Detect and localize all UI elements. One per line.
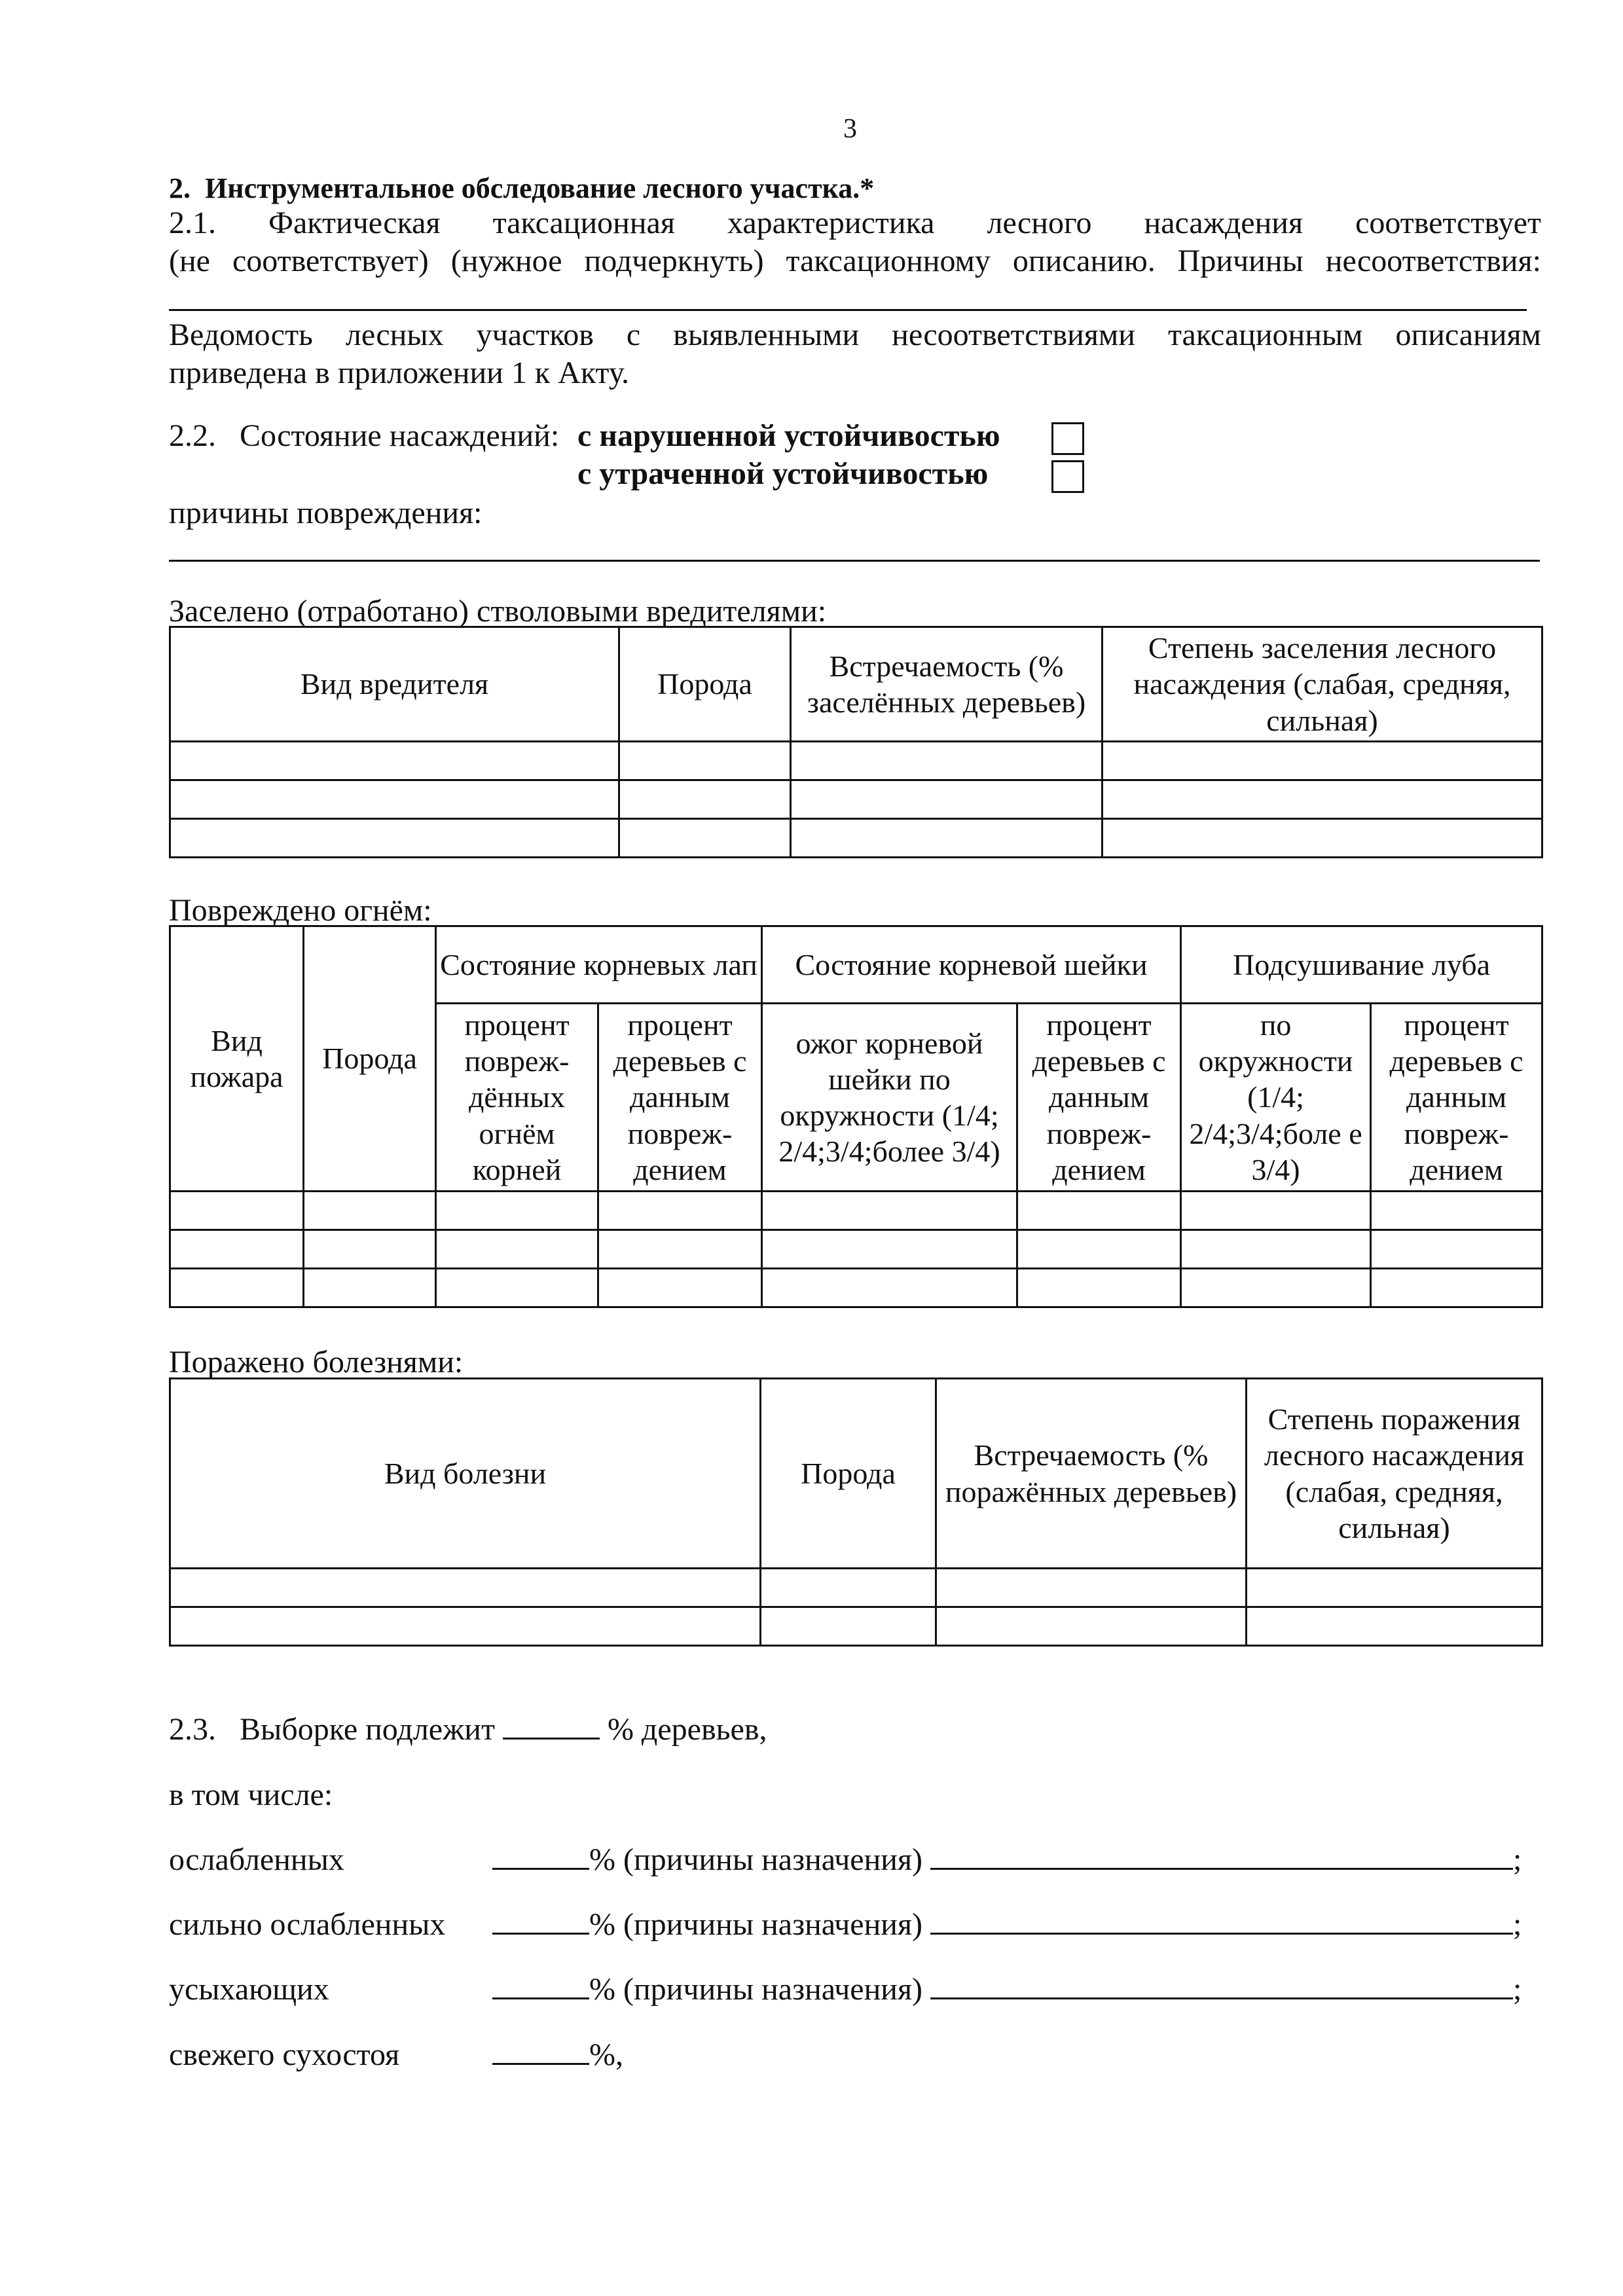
damage-causes-label: причины повреждения: <box>169 496 483 530</box>
subheader-trees-percent: процент деревьев с данным повреж-дением <box>1371 1004 1542 1192</box>
table-cell[interactable] <box>1103 819 1542 858</box>
table-cell[interactable] <box>791 819 1103 858</box>
word: таксационному <box>786 244 991 278</box>
table-cell[interactable] <box>598 1230 762 1269</box>
header-species: Порода <box>619 627 791 742</box>
drying-percent-field[interactable] <box>492 1971 589 1999</box>
strongly-weakened-row <box>492 1906 1522 1944</box>
drying-suffix: % (причины назначения) <box>589 1972 923 2007</box>
header-damage-degree: Степень поражения лесного насаждения (слабая, средняя, сильная) <box>1247 1379 1542 1569</box>
p22-number: 2.2. <box>169 418 216 453</box>
option-disturbed-label: с нарушенной устойчивостью <box>577 418 1000 453</box>
word: характеристика <box>727 206 935 240</box>
header-fire-type: Вид пожара <box>170 926 304 1192</box>
table-row <box>170 1607 1542 1646</box>
table-cell[interactable] <box>1017 1230 1181 1269</box>
header-species: Порода <box>304 926 436 1192</box>
header-occurrence: Встречаемость (% заселённых деревьев) <box>791 627 1103 742</box>
table-cell[interactable] <box>1371 1269 1542 1307</box>
table-cell[interactable] <box>1247 1607 1542 1646</box>
table-cell[interactable] <box>1371 1230 1542 1269</box>
table-row <box>170 819 1542 858</box>
word: (не <box>169 244 210 278</box>
fresh-deadwood-label: свежего сухостоя <box>169 2037 400 2072</box>
table-header-row <box>170 926 1542 1004</box>
word: таксационная <box>492 206 675 240</box>
table-cell[interactable] <box>170 1192 304 1230</box>
word: несоответствия: <box>1325 244 1541 278</box>
table-cell[interactable] <box>619 780 791 819</box>
table-cell[interactable] <box>1181 1269 1371 1307</box>
table-cell[interactable] <box>762 1230 1017 1269</box>
table-cell[interactable] <box>170 1607 761 1646</box>
table-cell[interactable] <box>936 1569 1247 1607</box>
header-collar-state: Состояние корневой шейки <box>762 926 1181 1004</box>
table-cell[interactable] <box>436 1230 598 1269</box>
word: Ведомость <box>169 318 313 352</box>
p22-text: Состояние насаждений: <box>240 418 560 453</box>
table-cell[interactable] <box>304 1230 436 1269</box>
subheader-collar-burn: ожог корневой шейки по окружности (1/4; 2/4;3/4;более 3/4) <box>762 1004 1017 1192</box>
table-cell[interactable] <box>598 1269 762 1307</box>
word: выявленными <box>673 318 860 352</box>
weakened-label: ослабленных <box>169 1842 344 1877</box>
word: описаниям <box>1395 318 1541 352</box>
table-row <box>170 1230 1542 1269</box>
word: подчеркнуть) <box>584 244 764 278</box>
table-cell[interactable] <box>791 780 1103 819</box>
word: несоответствиями <box>892 318 1135 352</box>
table-cell[interactable] <box>619 742 791 780</box>
table-cell[interactable] <box>170 742 619 780</box>
table-cell[interactable] <box>761 1569 936 1607</box>
pests-table <box>169 626 1543 858</box>
table-cell[interactable] <box>1103 780 1542 819</box>
word: описанию. <box>1012 244 1156 278</box>
word: (нужное <box>450 244 562 278</box>
p23-text-after: % деревьев, <box>607 1712 767 1747</box>
header-pest-type: Вид вредителя <box>170 627 619 742</box>
vedomost-line-1 <box>169 316 1541 354</box>
weakened-percent-field[interactable] <box>492 1842 589 1870</box>
word: лесных <box>345 318 444 352</box>
section-number: 2. <box>169 172 191 204</box>
section-title: Инструментальное обследование лесного участка.* <box>205 172 875 204</box>
header-infestation-degree: Степень заселения лесного насаждения (слабая, средняя, сильная) <box>1103 627 1542 742</box>
word: соответствует) <box>232 244 429 278</box>
table-header-row <box>170 627 1542 742</box>
subheader-circumference: по окружности (1/4; 2/4;3/4;боле е 3/4) <box>1181 1004 1371 1192</box>
row-end-semicolon: ; <box>1513 1842 1522 1877</box>
word: с <box>626 318 641 352</box>
table-cell[interactable] <box>1181 1230 1371 1269</box>
table-cell[interactable] <box>304 1269 436 1307</box>
lost-stability-checkbox[interactable] <box>1051 460 1084 493</box>
fresh-deadwood-suffix: %, <box>589 2037 623 2072</box>
vedomost-line-2: приведена в приложении 1 к Акту. <box>169 355 630 390</box>
table-cell[interactable] <box>1371 1192 1542 1230</box>
table-cell[interactable] <box>762 1192 1017 1230</box>
disease-caption: Поражено болезнями: <box>169 1345 464 1379</box>
word: соответствует <box>1355 206 1541 240</box>
subheader-trees-percent: процент деревьев с данным повреж-дением <box>598 1004 762 1192</box>
p22-label <box>169 417 559 455</box>
word: Фактическая <box>268 206 441 240</box>
strongly-weakened-reason-field[interactable] <box>930 1906 1513 1935</box>
table-cell[interactable] <box>1103 742 1542 780</box>
section-2-heading <box>169 172 874 206</box>
table-cell[interactable] <box>170 819 619 858</box>
damage-causes-fill-line[interactable] <box>169 560 1540 562</box>
header-species: Порода <box>761 1379 936 1569</box>
table-cell[interactable] <box>170 780 619 819</box>
table-cell[interactable] <box>936 1607 1247 1646</box>
subheader-burned-roots: процент повреж-дённых огнём корней <box>436 1004 598 1192</box>
disturbed-stability-checkbox[interactable] <box>1051 422 1084 455</box>
table-cell[interactable] <box>436 1192 598 1230</box>
p23-text: Выборке подлежит <box>240 1712 495 1747</box>
table-cell[interactable] <box>436 1269 598 1307</box>
table-row <box>170 1569 1542 1607</box>
header-bast-drying: Подсушивание луба <box>1181 926 1542 1004</box>
p23-line <box>169 1711 767 1749</box>
table-cell[interactable] <box>762 1269 1017 1307</box>
weakened-reason-field[interactable] <box>930 1842 1513 1870</box>
disease-table <box>169 1377 1543 1647</box>
weakened-suffix: % (причины назначения) <box>589 1842 923 1877</box>
word: насаждения <box>1144 206 1304 240</box>
header-root-state: Состояние корневых лап <box>436 926 762 1004</box>
table-cell[interactable] <box>791 742 1103 780</box>
table-cell[interactable] <box>1181 1192 1371 1230</box>
drying-reason-field[interactable] <box>930 1971 1513 1999</box>
word: 2.1. <box>169 206 216 240</box>
table-cell[interactable] <box>170 1269 304 1307</box>
p21-line-1 <box>169 204 1541 242</box>
p21-fill-line[interactable] <box>169 309 1527 311</box>
table-cell[interactable] <box>1017 1192 1181 1230</box>
strongly-weakened-label: сильно ослабленных <box>169 1907 446 1942</box>
table-cell[interactable] <box>598 1192 762 1230</box>
word: таксационным <box>1167 318 1363 352</box>
strongly-weakened-suffix: % (причины назначения) <box>589 1907 923 1942</box>
word: Причины <box>1177 244 1304 278</box>
drying-row <box>492 1971 1522 2009</box>
table-row <box>170 780 1542 819</box>
table-header-row <box>170 1379 1542 1569</box>
table-row <box>170 742 1542 780</box>
p21-line-2 <box>169 242 1541 280</box>
fire-damage-table <box>169 925 1543 1308</box>
row-end-semicolon: ; <box>1513 1907 1522 1942</box>
fresh-deadwood-row <box>492 2036 623 2074</box>
table-row <box>170 1192 1542 1230</box>
page-number: 3 <box>843 114 857 144</box>
word: участков <box>476 318 594 352</box>
fire-caption: Повреждено огнём: <box>169 893 432 928</box>
weakened-row <box>492 1841 1522 1879</box>
felling-percent-field[interactable] <box>503 1711 600 1740</box>
table-row <box>170 1269 1542 1307</box>
row-end-semicolon: ; <box>1513 1972 1522 2007</box>
p23-number: 2.3. <box>169 1712 216 1747</box>
drying-label: усыхающих <box>169 1972 329 2007</box>
table-cell[interactable] <box>1017 1269 1181 1307</box>
header-occurrence: Встречаемость (% поражённых деревьев) <box>936 1379 1247 1569</box>
table-cell[interactable] <box>304 1192 436 1230</box>
strongly-weakened-percent-field[interactable] <box>492 1906 589 1935</box>
pests-caption: Заселено (отработано) стволовыми вредителями: <box>169 594 827 629</box>
word: лесного <box>987 206 1092 240</box>
table-cell[interactable] <box>170 1230 304 1269</box>
option-lost-label: с утраченной устойчивостью <box>577 456 989 491</box>
including-label: в том числе: <box>169 1777 333 1812</box>
table-cell[interactable] <box>170 1569 761 1607</box>
fresh-deadwood-percent-field[interactable] <box>492 2037 589 2065</box>
header-disease-type: Вид болезни <box>170 1379 761 1569</box>
table-cell[interactable] <box>619 819 791 858</box>
subheader-trees-percent: процент деревьев с данным повреж-дением <box>1017 1004 1181 1192</box>
table-cell[interactable] <box>761 1607 936 1646</box>
table-cell[interactable] <box>1247 1569 1542 1607</box>
